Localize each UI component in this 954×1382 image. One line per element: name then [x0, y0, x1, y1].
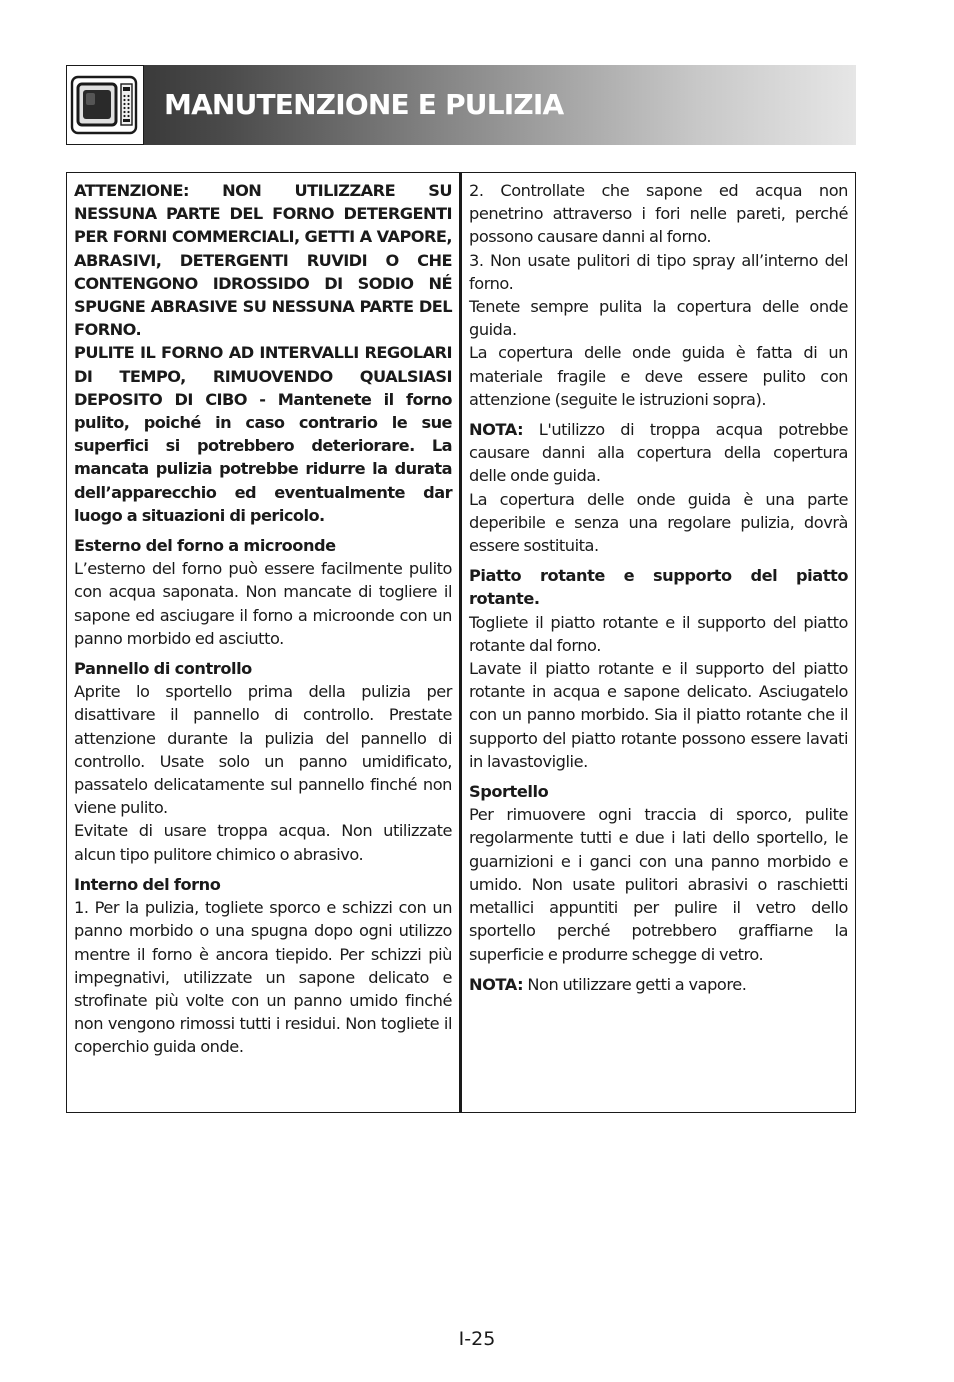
exterior-heading: Esterno del forno a microonde	[74, 536, 336, 556]
note-label: NOTA:	[469, 420, 524, 440]
exterior-text: L’esterno del forno può essere facilmente pulito con acqua saponata. Non mancate di togliere il sapone ed asciugare il forno a microonde con un panno morbido ed asciutto.	[74, 559, 452, 648]
page-number: I-25	[458, 1328, 496, 1350]
warning-paragraph: ATTENZIONE: NON UTILIZZARE SU NESSUNA PARTE DEL FORNO DETERGENTI PER FORNI COMMERCIALI, GETTI A VAPORE, ABRASIVI, DETERGENTI RUVIDI O CHE CONTENGONO IDROSSIDO DI SODIO NÉ SPUGNE ABRASIVE SU NESSUNA PARTE DEL FORNO.	[74, 181, 452, 340]
note-paragraph-2	[469, 973, 848, 996]
cleaning-warning-paragraph: PULITE IL FORNO AD INTERVALLI REGOLARI DI TEMPO, RIMUOVENDO QUALSIASI DEPOSITO DI CIBO - Mantenete il forno pulito, poiché in caso contrario le sue superfici si potrebbero deteriorare. La mancata pulizia potrebbe ridurre la durata dell’apparecchio ed eventualmente dar luogo a situazioni di pericolo.	[74, 343, 452, 525]
left-column	[67, 173, 462, 1112]
door-text: Per rimuovere ogni traccia di sporco, pulite regolarmente tutti e due i lati dello sportello, le guarnizioni e i ganci con una panno morbido e umido. Non usate pulitori abrasivi o raschietti metallici appuntiti per pulire il vetro dello sportello perché potrebbero graffiarne la superficie e produrre schegge di vetro.	[469, 805, 848, 964]
note-text-2: Non utilizzare getti a vapore.	[523, 974, 747, 994]
note-paragraph	[469, 418, 848, 488]
waveguide-text-2: La copertura delle onde guida è fatta di un materiale fragile e deve essere pulito con attenzione (seguite le istruzioni sopra).	[469, 343, 848, 409]
note-label-2: NOTA:	[469, 974, 524, 994]
note-text: L'utilizzo di troppa acqua potrebbe causare danni alla copertura della copertura delle onde guida.	[469, 420, 848, 486]
right-column	[462, 173, 855, 1112]
waveguide-text-1: Tenete sempre pulita la copertura delle onde guida.	[469, 297, 848, 340]
turntable-text-2: Lavate il piatto rotante e il supporto del piatto rotante in acqua e sapone delicato. Asciugatelo con un panno morbido. Sia il piatto rotante che il supporto del piatto rotante possono essere lavati in lavastoviglie.	[469, 659, 848, 771]
interior-text-2: 2. Controllate che sapone ed acqua non penetrino attraverso i fori nelle pareti, perché possono causare danni al forno.	[469, 181, 848, 247]
section-header	[66, 65, 856, 145]
turntable-heading: Piatto rotante e supporto del piatto rotante.	[469, 566, 848, 609]
control-panel-text-2: Evitate di usare troppa acqua. Non utilizzate alcun tipo pulitore chimico o abrasivo.	[74, 821, 452, 864]
page-title: MANUTENZIONE E PULIZIA	[164, 88, 564, 121]
content-table	[66, 172, 856, 1113]
microwave-icon	[70, 75, 140, 137]
interior-heading: Interno del forno	[74, 874, 221, 894]
control-panel-heading: Pannello di controllo	[74, 659, 252, 679]
icon-frame	[66, 65, 144, 145]
control-panel-text: Aprite lo sportello prima della pulizia per disattivare il pannello di controllo. Prestate attenzione durante la pulizia del pannello di controllo. Usate solo un panno umidificato, passatelo delicatamente sul pannello finché non viene pulito.	[74, 682, 452, 818]
interior-text-3: 3. Non usate pulitori di tipo spray all’interno del forno.	[469, 250, 848, 293]
interior-text-1: 1. Per la pulizia, togliete sporco e schizzi con un panno morbido o una spugna dopo ogni utilizzo mentre il forno è ancora tiepido. Per schizzi più impegnativi, utilizzate un sapone delicato e strofinate più volte con un panno umido finché non vengono rimossi tutti i residui. Non togliete il coperchio guida onde.	[74, 898, 452, 1057]
waveguide-text-3: La copertura delle onde guida è una parte deperibile e senza una regolare pulizia, dovrà essere sostituita.	[469, 489, 848, 556]
door-heading: Sportello	[469, 782, 549, 802]
turntable-text-1: Togliete il piatto rotante e il supporto del piatto rotante dal forno.	[469, 612, 848, 655]
